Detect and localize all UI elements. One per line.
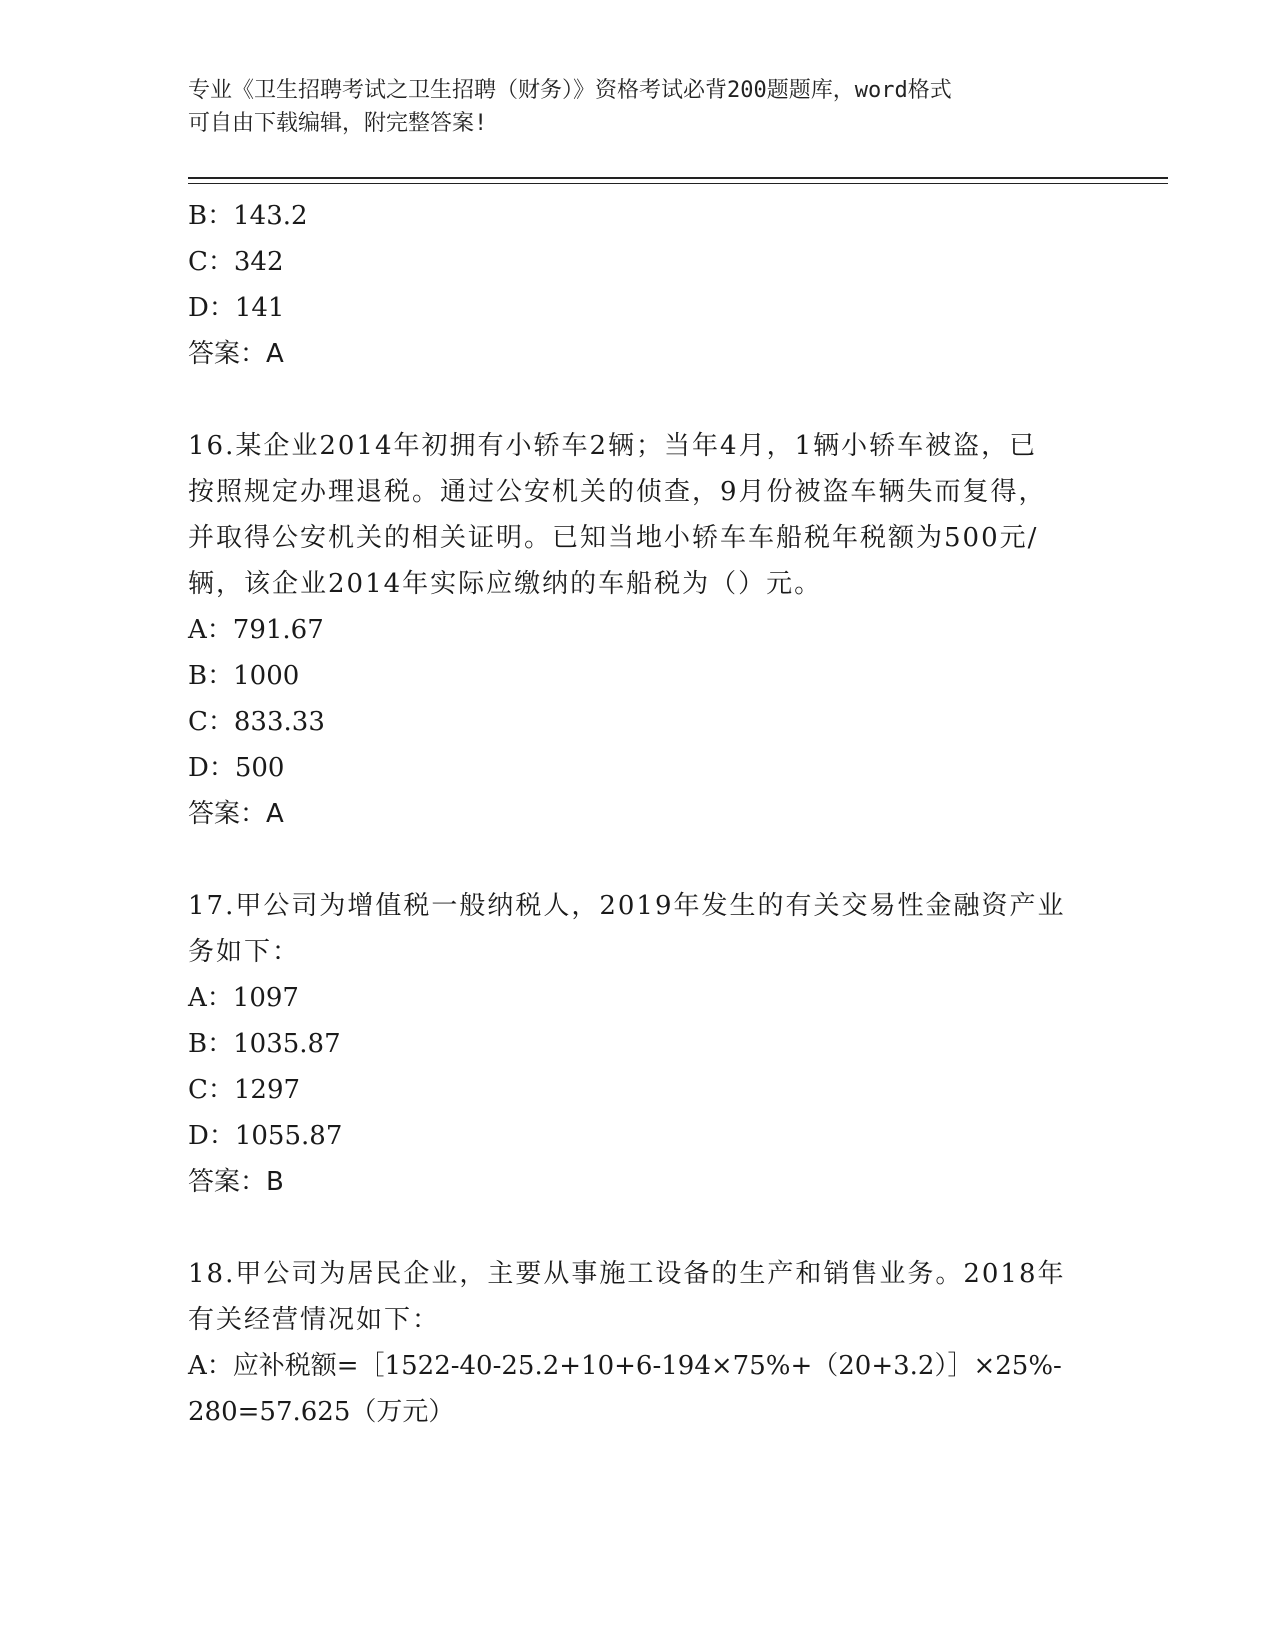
header-line-2: 可自由下载编辑，附完整答案! — [188, 111, 488, 136]
option-a: A：791.67 — [188, 615, 324, 645]
answer: 答案：B — [188, 1167, 284, 1197]
option-a: A：应补税额=［1522-40-25.2+10+6-194×75%+（20+3.2）］×25%- — [188, 1351, 1062, 1381]
question-content — [188, 193, 1088, 1435]
option-b: B：143.2 — [188, 201, 308, 231]
question-stem-line: 按照规定办理退税。通过公安机关的侦查，9月份被盗车辆失而复得， — [188, 477, 1047, 507]
question-15 — [188, 193, 1088, 377]
option-c: C：342 — [188, 247, 284, 277]
option-c: C：1297 — [188, 1075, 301, 1105]
answer: 答案：A — [188, 339, 284, 369]
question-stem-line: 18.甲公司为居民企业，主要从事施工设备的生产和销售业务。2018年 — [188, 1259, 1066, 1289]
question-stem-line: 务如下： — [188, 937, 301, 967]
question-18 — [188, 1251, 1088, 1435]
question-16 — [188, 423, 1088, 837]
question-stem-line: 17.甲公司为增值税一般纳税人，2019年发生的有关交易性金融资产业 — [188, 891, 1066, 921]
header-line-1: 专业《卫生招聘考试之卫生招聘（财务）》资格考试必背200题题库，word格式 — [188, 78, 952, 103]
option-a-continued: 280=57.625（万元） — [188, 1397, 455, 1427]
question-stem-line: 并取得公安机关的相关证明。已知当地小轿车车船税年税额为500元/ — [188, 523, 1039, 553]
question-17 — [188, 883, 1088, 1205]
header-divider-thick — [188, 177, 1168, 179]
header-divider-thin — [188, 183, 1168, 184]
option-a: A：1097 — [188, 983, 299, 1013]
document-header — [188, 74, 1068, 140]
option-d: D：500 — [188, 753, 285, 783]
option-c: C：833.33 — [188, 707, 325, 737]
question-stem-line: 16.某企业2014年初拥有小轿车2辆；当年4月，1辆小轿车被盗，已 — [188, 431, 1038, 461]
answer: 答案：A — [188, 799, 284, 829]
question-stem-line: 有关经营情况如下： — [188, 1305, 441, 1335]
option-d: D：1055.87 — [188, 1121, 343, 1151]
option-b: B：1035.87 — [188, 1029, 341, 1059]
option-b: B：1000 — [188, 661, 300, 691]
question-stem-line: 辆，该企业2014年实际应缴纳的车船税为（）元。 — [188, 569, 823, 599]
option-d: D：141 — [188, 293, 285, 323]
